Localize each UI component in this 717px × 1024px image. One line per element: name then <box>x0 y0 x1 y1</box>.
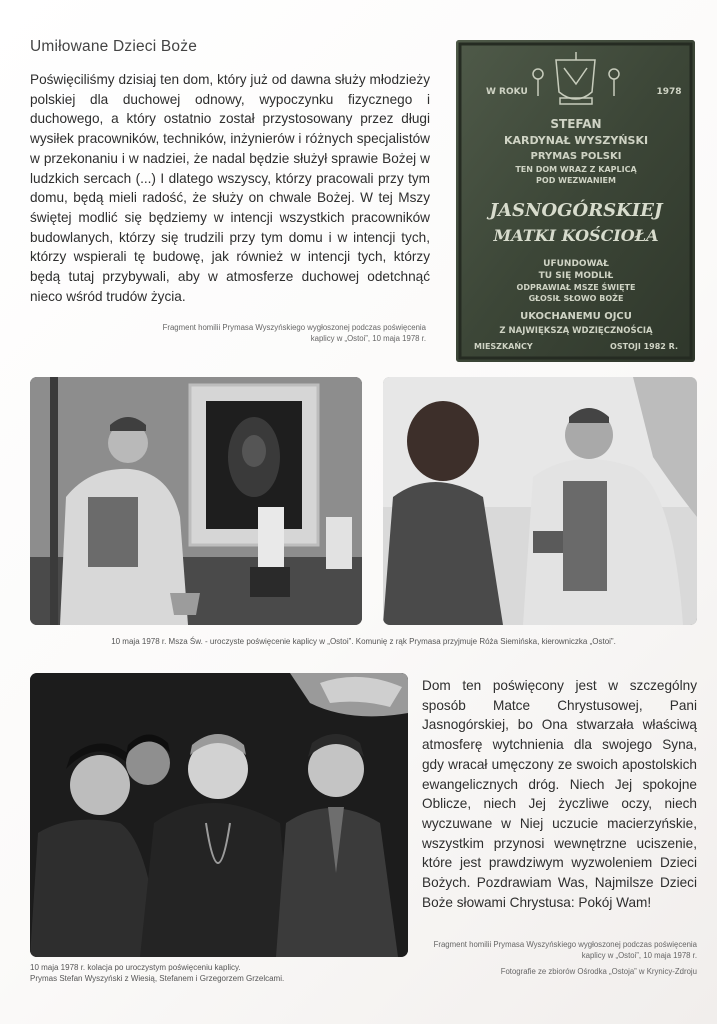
plaque-footer-left: MIESZKAŃCY <box>474 342 533 351</box>
homily-source-note: Fragment homilii Prymasa Wyszyńskiego wygłoszonej podczas poświęcenia kaplicy w „Ostoi”, 10 maja 1978 r. <box>162 323 426 343</box>
plaque-line: TEN DOM WRAZ Z KAPLICĄ <box>515 165 637 174</box>
page-title: Umiłowane Dzieci Boże <box>30 38 198 55</box>
plaque-line: Z NAJWIĘKSZĄ WDZIĘCZNOŚCIĄ <box>499 326 653 336</box>
mass-altar-photo <box>30 377 362 625</box>
photo-caption-supper <box>30 963 410 984</box>
homily-excerpt-intro: Poświęciliśmy dzisiaj ten dom, który już od dawna służy młodzieży polskiej dla duchowej odnowy, wypoczynku fizycznego i duchowego, a który ostatnio został przystosowany przez długi wysiłek pracowników, techników, inżynierów i różnych specjalistów w przekonaniu i w nadziei, że nadal będzie służył sprawie Bożej w ludzkich sercach (...) I dlatego wszyscy, którzy pracowali przy tym domu, będą mieli radość, że służy on chwale Bożej. W tej Mszy świętej modlić się będziemy w intencji wszystkich pracowników budowlanych, którzy się trudzili przy tym domu i w intencji tych, którzy wspierali tę budowę, jak również w intencji tych, którzy będą tutaj przybywali, aby w atmosferze duchowej odetchnąć nieco wśród trudów życia. <box>30 72 430 304</box>
plaque-line: STEFAN <box>550 117 602 131</box>
plaque-big-line: JASNOGÓRSKIEJ <box>489 200 663 221</box>
commemorative-plaque-photo <box>456 40 695 362</box>
plaque-year: 1978 <box>656 87 682 97</box>
plaque-line: UKOCHANEMU OJCU <box>520 311 632 322</box>
plaque-line: GŁOSIŁ SŁOWO BOŻE <box>528 294 624 303</box>
plaque-line: ODPRAWIAŁ MSZE ŚWIĘTE <box>516 283 636 292</box>
photo-caption-supper-line1: 10 maja 1978 r. kolacja po uroczystym poświęceniu kaplicy. <box>30 963 241 972</box>
plaque-footer-right: OSTOJI 1982 R. <box>610 342 678 351</box>
supper-group-photo <box>30 673 408 957</box>
photo-credit: Fotografie ze zbiorów Ośrodka „Ostoja” w Krynicy-Zdroju <box>500 967 697 976</box>
photo-caption-supper-line2: Prymas Stefan Wyszyński z Wiesią, Stefanem i Grzegorzem Grzelcami. <box>30 973 285 983</box>
plaque-line: POD WEZWANIEM <box>536 176 616 185</box>
homily-source-note-closing: Fragment homilii Prymasa Wyszyńskiego wygłoszonej podczas poświęcenia kaplicy w „Ostoi”, 10 maja 1978 r. <box>433 940 697 960</box>
plaque-line: KARDYNAŁ WYSZYŃSKI <box>503 134 649 147</box>
photo-caption-mass: 10 maja 1978 r. Msza Św. - uroczyste poświęcenie kaplicy w „Ostoi”. Komunię z rąk Prymasa przyjmuje Róża Siemińska, kierowniczka „Ostoi”. <box>111 637 616 646</box>
plaque-big-line: MATKI KOŚCIOŁA <box>493 226 659 245</box>
plaque-year-label: W ROKU <box>486 87 528 97</box>
communion-photo <box>383 377 697 625</box>
plaque-line: UFUNDOWAŁ <box>543 259 609 269</box>
plaque-line: PRYMAS POLSKI <box>530 151 622 162</box>
homily-excerpt-closing: Dom ten poświęcony jest w szczególny sposób Matce Chrystusowej, Pani Jasnogórskiej, bo Ona stwarzała właściwą atmosferę wytchnienia dla swojego Syna, gdy wracał umęczony ze swoich apostolskich ewangelicznych dróg. Niech Jej spokojne Oblicze, niech Jej życzliwe oczy, niech wyczuwane w Niej uczucie macierzyńskie, wszystkim przynosi wewnętrzne uciszenie, które jest prawdziwym wyzwoleniem Dzieci Bożych. Pozdrawiam Was, Najmilsze Dzieci Boże słowami Chrystusa: Pokój Wam! <box>422 678 697 910</box>
plaque-line: TU SIĘ MODLIŁ <box>538 271 614 281</box>
